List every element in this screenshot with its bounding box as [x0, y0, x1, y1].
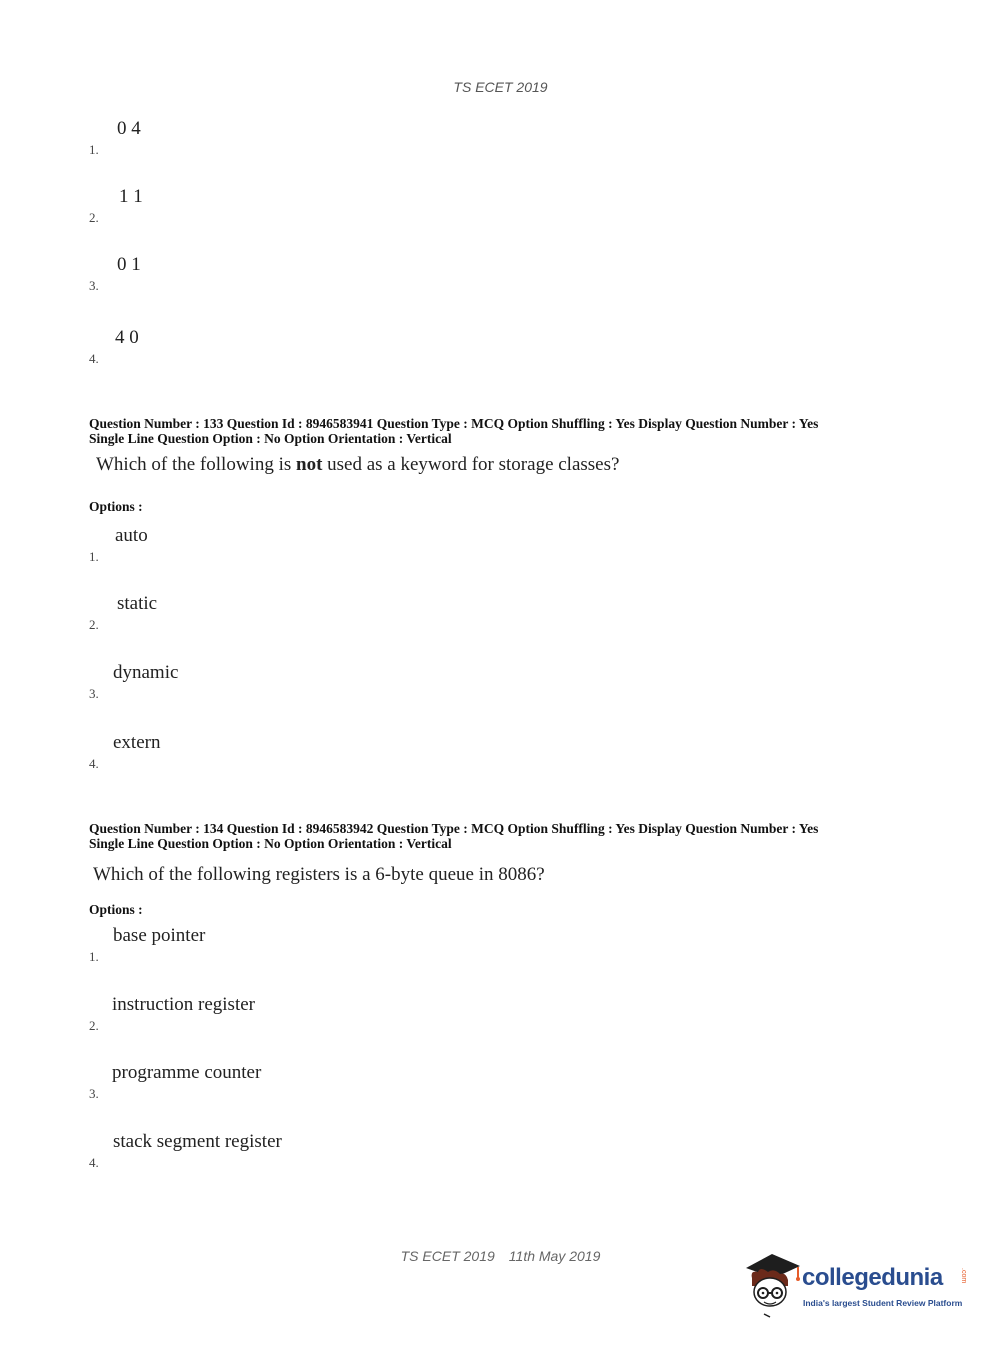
option-number: 1.	[89, 949, 99, 964]
meta-line-2: Single Line Question Option : No Option Orientation : Vertical	[89, 431, 452, 446]
option-number: 2.	[89, 617, 99, 632]
option-value: 4 0	[115, 327, 139, 348]
option-value: 0 4	[117, 118, 141, 139]
question-text-133	[96, 454, 619, 476]
q133-option-1	[89, 525, 489, 565]
q134-option-2	[89, 994, 489, 1034]
question-meta-133	[89, 416, 909, 446]
page-header: TS ECET 2019	[453, 79, 548, 95]
option-number: 4.	[89, 756, 99, 771]
footer-date: 11th May 2019	[508, 1248, 601, 1264]
q134-option-4	[89, 1131, 489, 1171]
option-number: 1.	[89, 142, 99, 157]
collegedunia-logo	[742, 1248, 972, 1318]
option-value: programme counter	[112, 1062, 262, 1083]
question-text-part: Which of the following is	[96, 454, 296, 475]
meta-line-1: Question Number : 133 Question Id : 8946583941 Question Type : MCQ Option Shuffling : Yes Display Question Number : Yes	[89, 416, 819, 431]
logo-brand: collegedunia	[802, 1264, 943, 1291]
question-text-emphasis: not	[296, 454, 323, 475]
footer-exam: TS ECET 2019	[400, 1248, 495, 1264]
option-number: 2.	[89, 210, 99, 225]
question-text-part: used as a keyword for storage classes?	[322, 454, 620, 475]
mascot-icon	[742, 1248, 806, 1318]
option-number: 2.	[89, 1018, 99, 1033]
option-value: instruction register	[112, 994, 255, 1015]
option-value: 1 1	[119, 186, 143, 207]
q134-option-3	[89, 1062, 489, 1102]
option-value: base pointer	[113, 925, 206, 946]
options-label-134: Options :	[89, 902, 143, 917]
prev-option-1	[89, 118, 489, 158]
option-value: extern	[113, 732, 161, 753]
option-value: stack segment register	[113, 1131, 282, 1152]
question-meta-134	[89, 821, 909, 851]
prev-option-2	[89, 186, 489, 226]
option-value: 0 1	[117, 254, 141, 275]
option-value: dynamic	[113, 662, 179, 683]
logo-dotcom: .com	[960, 1268, 967, 1284]
q134-option-1	[89, 925, 489, 965]
q133-option-3	[89, 662, 489, 702]
prev-option-3	[89, 254, 489, 294]
option-number: 1.	[89, 549, 99, 564]
option-number: 3.	[89, 686, 99, 701]
prev-option-4	[89, 327, 489, 367]
options-label-133: Options :	[89, 499, 143, 514]
option-number: 4.	[89, 351, 99, 366]
option-number: 3.	[89, 1086, 99, 1101]
meta-line-1: Question Number : 134 Question Id : 8946583942 Question Type : MCQ Option Shuffling : Yes Display Question Number : Yes	[89, 821, 819, 836]
option-value: auto	[115, 525, 148, 546]
q133-option-4	[89, 732, 489, 772]
option-value: static	[117, 593, 158, 614]
q133-option-2	[89, 593, 489, 633]
logo-tagline: India's largest Student Review Platform	[803, 1298, 963, 1308]
question-text-134: Which of the following registers is a 6-byte queue in 8086?	[93, 864, 545, 885]
option-number: 4.	[89, 1155, 99, 1170]
meta-line-2: Single Line Question Option : No Option Orientation : Vertical	[89, 836, 452, 851]
option-number: 3.	[89, 278, 99, 293]
